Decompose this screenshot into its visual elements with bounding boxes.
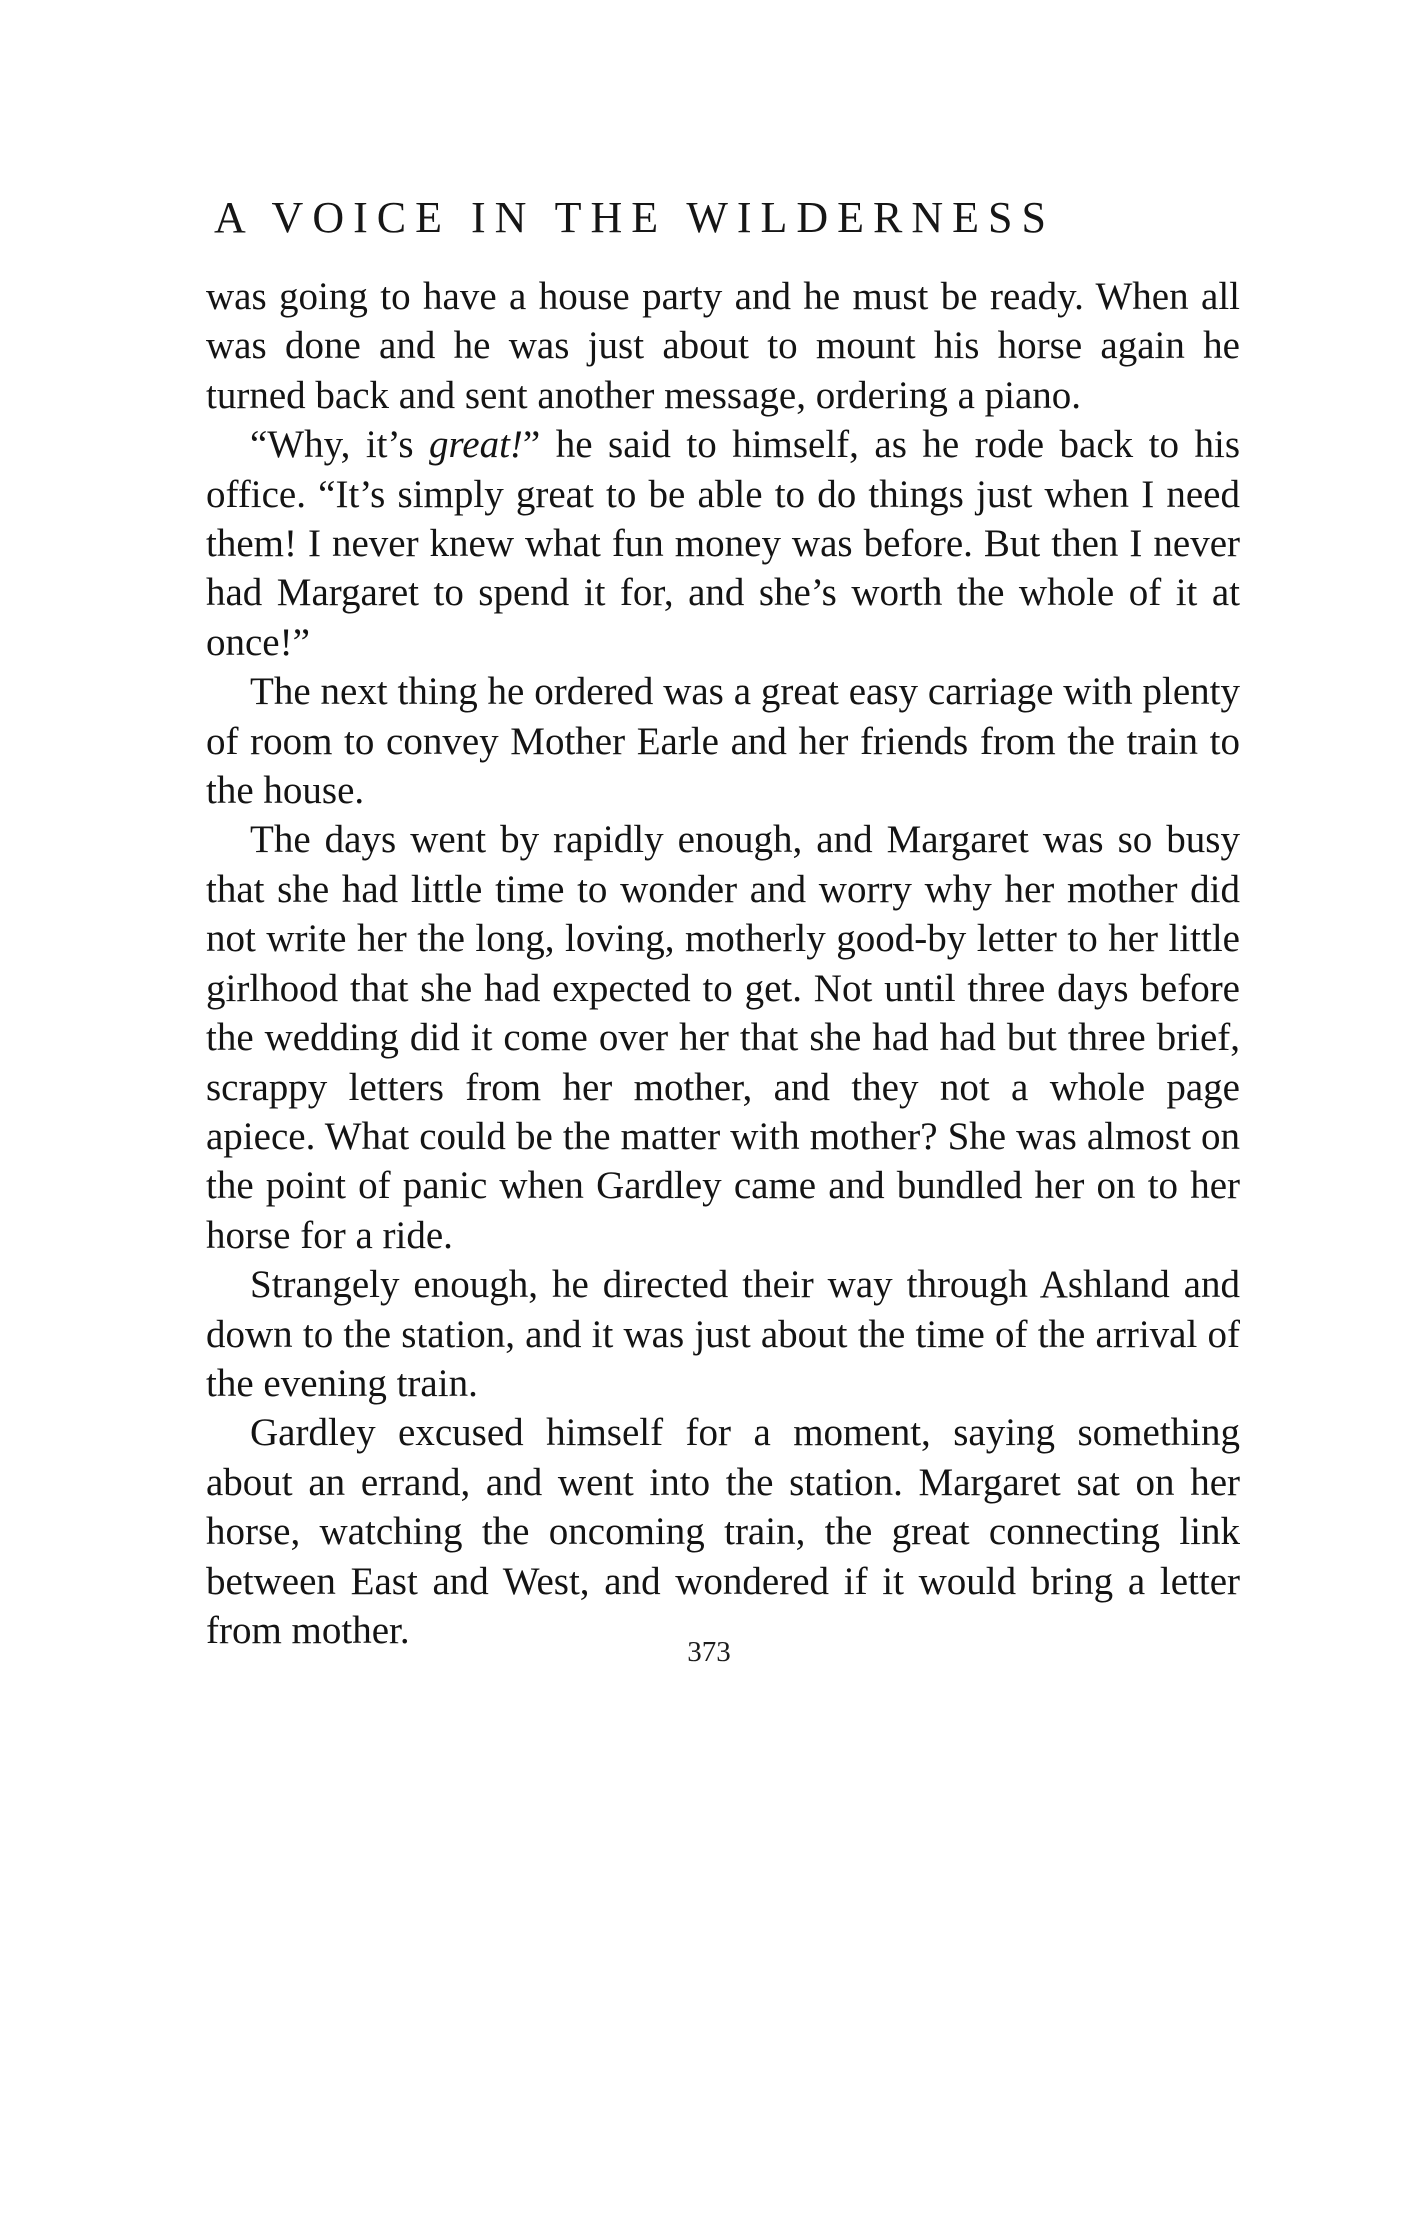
body-text [206, 272, 1240, 1655]
italic-text-run: great! [429, 423, 523, 467]
running-head: A VOICE IN THE WILDERNESS [214, 193, 1055, 242]
text-run: ” he said to himself, as he rode back to his office. “It’s simply great to be able to do things just when I need them! I never knew what fun money was before. But then I never had Margaret to spend it for, and she’s worth the whole of it at once!” [206, 423, 1240, 664]
paragraph [206, 420, 1240, 667]
text-run: The next thing he ordered was a great easy carriage with plenty of room to convey Mother Earle and her friends from the train to the house. [206, 670, 1240, 813]
text-run: “Why, it’s [250, 423, 430, 467]
page-number: 373 [687, 1636, 731, 1668]
paragraph [206, 272, 1240, 420]
text-run: The days went by rapidly enough, and Margaret was so busy that she had little time to wonder and worry why her mother did not write her the long, loving, motherly good-by letter to her little girlhood that she had expected to get. Not until three days before the wedding did it come over her that she had had but three brief, scrappy letters from her mother, and they not a whole page apiece. What could be the matter with mother? She was almost on the point of panic when Gardley came and bundled her on to her horse for a ride. [206, 818, 1240, 1257]
text-run: Strangely enough, he directed their way through Ashland and down to the station, and it was just about the time of the arrival of the evening train. [206, 1263, 1240, 1405]
paragraph [206, 667, 1240, 815]
paragraph [206, 815, 1240, 1260]
text-run: was going to have a house party and he must be ready. When all was done and he was just about to mount his horse again he turned back and sent another message, ordering a piano. [206, 275, 1240, 417]
paragraph [206, 1408, 1240, 1655]
paragraph [206, 1260, 1240, 1408]
text-run: Gardley excused himself for a moment, saying something about an errand, and went into the station. Margaret sat on her horse, watching the oncoming train, the great connecting link between East and West, and wondered if it would bring a letter from mother. [206, 1411, 1240, 1652]
